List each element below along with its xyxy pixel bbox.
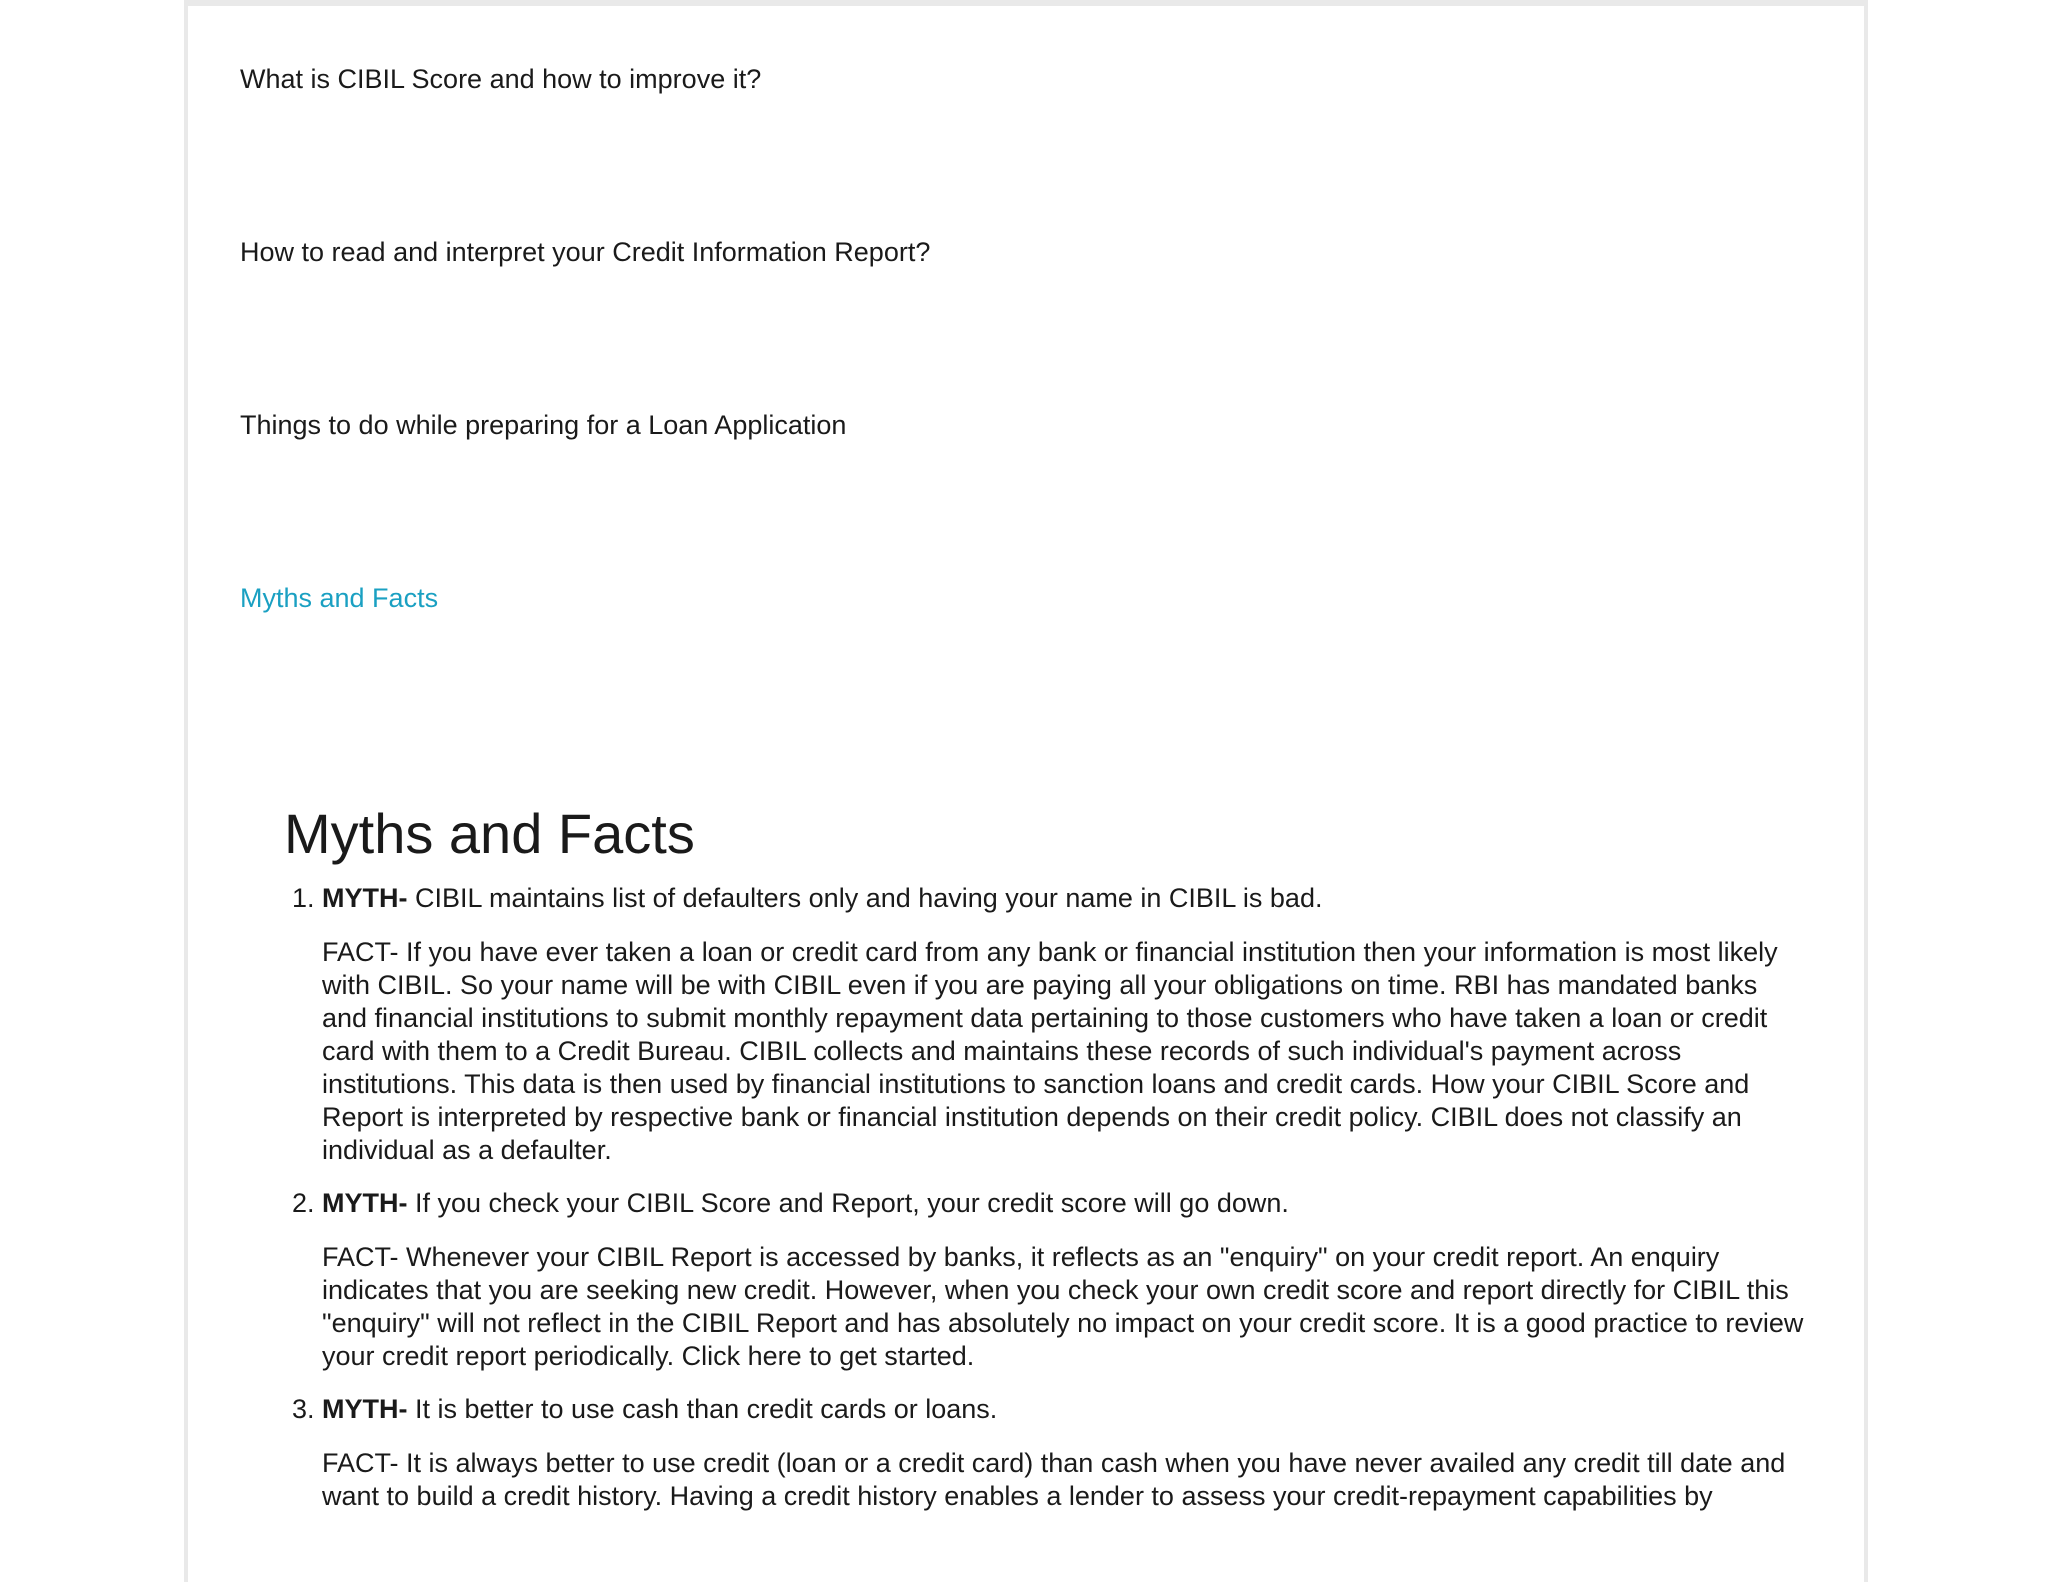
nav-link-myths-facts[interactable]: Myths and Facts (240, 583, 439, 613)
fact-text: FACT- If you have ever taken a loan or credit card from any bank or financial institution then your information is most likely with CIBIL. So your name will be with CIBIL even if you are paying all your obligations on time. RBI has mandated banks and financial institutions to submit monthly repayment data pertaining to those customers who have taken a loan or credit card with them to a Credit Bureau. CIBIL collects and maintains these records of such individual's payment across institutions. This data is then used by financial institutions to sanction loans and credit cards. How your CIBIL Score and Report is interpreted by respective bank or financial institution depends on their credit policy. CIBIL does not classify an individual as a defaulter. (322, 937, 1778, 1165)
myth-statement (322, 1187, 1804, 1220)
nav-link-credit-report[interactable]: How to read and interpret your Credit Information Report? (240, 237, 931, 267)
list-item (322, 1187, 1804, 1373)
myth-label: MYTH- (322, 1188, 408, 1218)
get-started-link[interactable]: Click here to get started. (681, 1341, 975, 1371)
myth-statement (322, 882, 1804, 915)
myth-statement (322, 1393, 1804, 1426)
myth-text: If you check your CIBIL Score and Report, your credit score will go down. (407, 1188, 1289, 1218)
myth-text: It is better to use cash than credit cards or loans. (407, 1394, 998, 1424)
myth-text: CIBIL maintains list of defaulters only and having your name in CIBIL is bad. (407, 883, 1323, 913)
nav-link-loan-application[interactable]: Things to do while preparing for a Loan Application (240, 410, 847, 440)
myth-label: MYTH- (322, 883, 408, 913)
list-item (322, 1393, 1804, 1513)
myths-facts-section (284, 800, 1804, 1533)
fact-text: FACT- It is always better to use credit (loan or a credit card) than cash when you have never availed any credit till date and want to build a credit history. Having a credit history enables a lender to assess your credit-repayment capabilities by (322, 1448, 1786, 1511)
section-title: Myths and Facts (284, 802, 695, 865)
myth-list (284, 882, 1804, 1513)
nav-link-cibil-score[interactable]: What is CIBIL Score and how to improve it? (240, 64, 762, 94)
fact-text: FACT- Whenever your CIBIL Report is accessed by banks, it reflects as an "enquiry" on your credit report. An enquiry indicates that you are seeking new credit. However, when you check your own credit score and report directly for CIBIL this "enquiry" will not reflect in the CIBIL Report and has absolutely no impact on your credit score. It is a good practice to review your credit report periodically. (322, 1242, 1804, 1371)
fact-paragraph (322, 1241, 1804, 1373)
myth-label: MYTH- (322, 1394, 408, 1424)
list-item (322, 882, 1804, 1167)
